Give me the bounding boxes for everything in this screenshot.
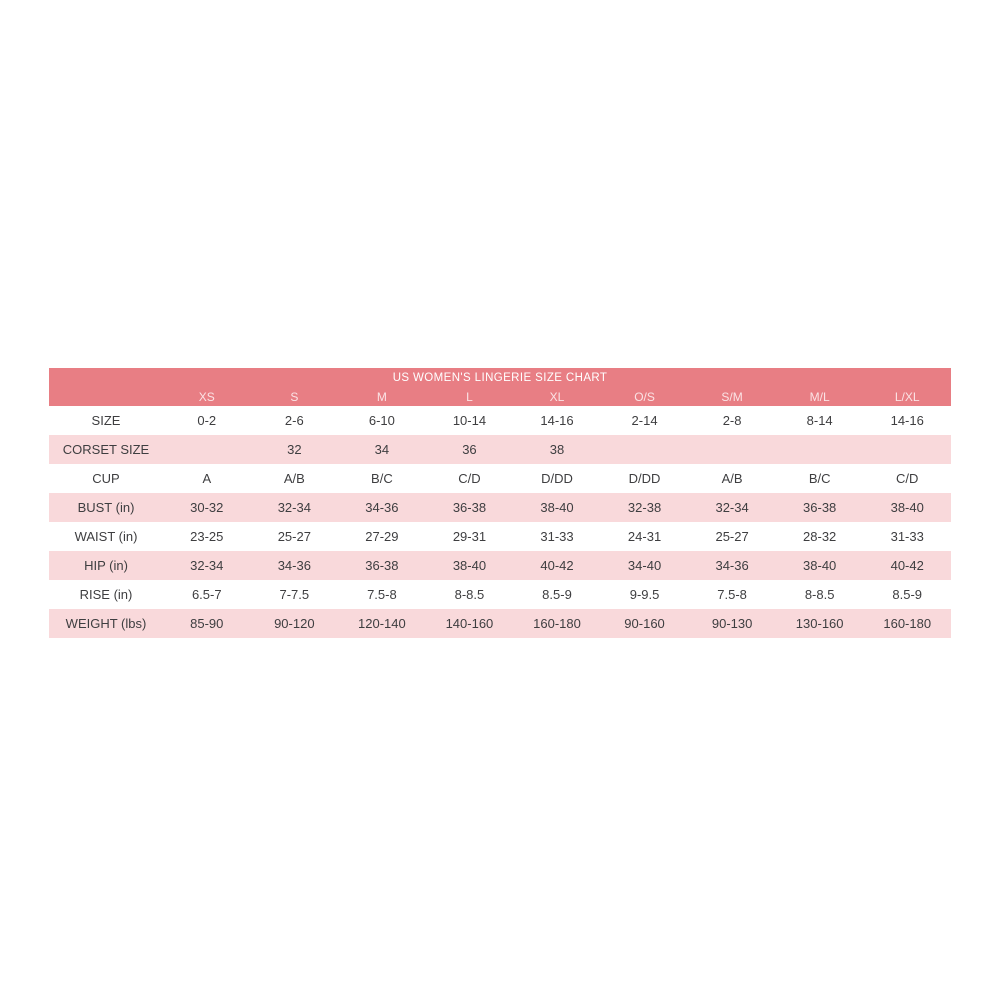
table-cell: 32-34 (715, 500, 749, 515)
table-cell: 31-33 (540, 529, 574, 544)
table-cell: 36 (462, 442, 477, 457)
table-cell: 140-160 (445, 616, 494, 631)
column-header: L/XL (894, 389, 920, 404)
table-cell: 27-29 (365, 529, 399, 544)
table-cell: 90-120 (274, 616, 315, 631)
table-cell: 38-40 (803, 558, 837, 573)
table-cell: 34-36 (715, 558, 749, 573)
table-cell: 90-130 (711, 616, 753, 631)
table-cell: 31-33 (890, 529, 924, 544)
table-cell: 38-40 (890, 500, 924, 515)
table-cell: 2-6 (284, 413, 304, 428)
table-cell: 38 (549, 442, 565, 457)
table-cell: 34 (374, 442, 390, 457)
row-label: BUST (in) (77, 500, 135, 515)
table-cell: 32-34 (190, 558, 224, 573)
table-cell: 6.5-7 (191, 587, 222, 602)
table-cell: D/DD (541, 471, 573, 486)
table-cell: 8.5-9 (892, 587, 923, 602)
column-header: O/S (634, 389, 655, 404)
table-cell: 7-7.5 (279, 587, 310, 602)
table-cell: 25-27 (715, 529, 749, 544)
column-header: M (376, 389, 387, 404)
table-cell: 36-38 (365, 558, 399, 573)
column-header: XL (549, 389, 565, 404)
table-cell: 34-40 (627, 558, 662, 573)
table-cell: 7.5-8 (717, 587, 747, 602)
table-row (49, 522, 951, 551)
table-cell: 24-31 (627, 529, 662, 544)
table-cell: 8-8.5 (804, 587, 835, 602)
table-cell: 23-25 (190, 529, 224, 544)
column-header: S/M (721, 389, 743, 404)
chart-title: US WOMEN'S LINGERIE SIZE CHART (49, 368, 951, 387)
table-cell: 36-38 (803, 500, 837, 515)
table-cell: 6-10 (368, 413, 395, 428)
table-cell: 160-180 (883, 616, 932, 631)
row-label: SIZE (91, 413, 121, 428)
table-cell: B/C (808, 471, 831, 486)
table-cell: 28-32 (803, 529, 837, 544)
table-cell: 7.5-8 (367, 587, 397, 602)
table-cell: 38-40 (452, 558, 487, 573)
row-label: WAIST (in) (74, 529, 138, 544)
table-cell: 130-160 (795, 616, 844, 631)
table-cell: 40-42 (540, 558, 574, 573)
column-header: XS (198, 389, 215, 404)
row-label: WEIGHT (lbs) (65, 616, 147, 631)
table-cell: B/C (371, 471, 393, 486)
table-cell: 85-90 (190, 616, 224, 631)
column-header: L (466, 389, 473, 404)
table-cell: A/B (283, 471, 305, 486)
table-body (49, 406, 951, 638)
table-row (49, 435, 951, 464)
table-row (49, 551, 951, 580)
table-cell: 2-8 (722, 413, 742, 428)
table-row (49, 493, 951, 522)
row-label: CUP (92, 471, 120, 486)
table-cell: 90-160 (624, 616, 665, 631)
table-cell: D/DD (628, 471, 661, 486)
row-label: HIP (in) (84, 558, 128, 573)
table-cell: 14-16 (540, 413, 574, 428)
table-row (49, 464, 951, 493)
lingerie-size-chart-table (49, 368, 951, 638)
table-cell: 29-31 (452, 529, 487, 544)
table-cell: C/D (458, 471, 481, 486)
table-cell: 160-180 (533, 616, 581, 631)
table-cell: 8.5-9 (542, 587, 572, 602)
table-cell: 32-38 (627, 500, 662, 515)
table-cell: 8-8.5 (454, 587, 485, 602)
table-cell: 120-140 (358, 616, 406, 631)
column-header: M/L (809, 389, 830, 404)
table-cell: 8-14 (806, 413, 833, 428)
table-cell: 9-9.5 (629, 587, 660, 602)
table-cell: A/B (721, 471, 743, 486)
table-cell: 34-36 (277, 558, 311, 573)
table-cell: 36-38 (452, 500, 487, 515)
table-cell: 34-36 (365, 500, 399, 515)
table-cell: 14-16 (890, 413, 924, 428)
table-cell: 40-42 (890, 558, 924, 573)
table-cell: C/D (896, 471, 919, 486)
table-cell: A (202, 471, 212, 486)
table-cell: 2-14 (631, 413, 658, 428)
column-header-row (49, 387, 951, 406)
row-label: CORSET SIZE (62, 442, 150, 457)
table-cell: 32 (287, 442, 302, 457)
row-label: RISE (in) (79, 587, 133, 602)
table-row (49, 580, 951, 609)
column-header: S (290, 389, 299, 404)
table-cell: 32-34 (277, 500, 311, 515)
table-row (49, 406, 951, 435)
table-cell: 10-14 (452, 413, 487, 428)
table-cell: 25-27 (277, 529, 311, 544)
table-row (49, 609, 951, 638)
table-cell: 38-40 (540, 500, 574, 515)
table-cell: 30-32 (190, 500, 224, 515)
table-cell: 0-2 (197, 413, 217, 428)
